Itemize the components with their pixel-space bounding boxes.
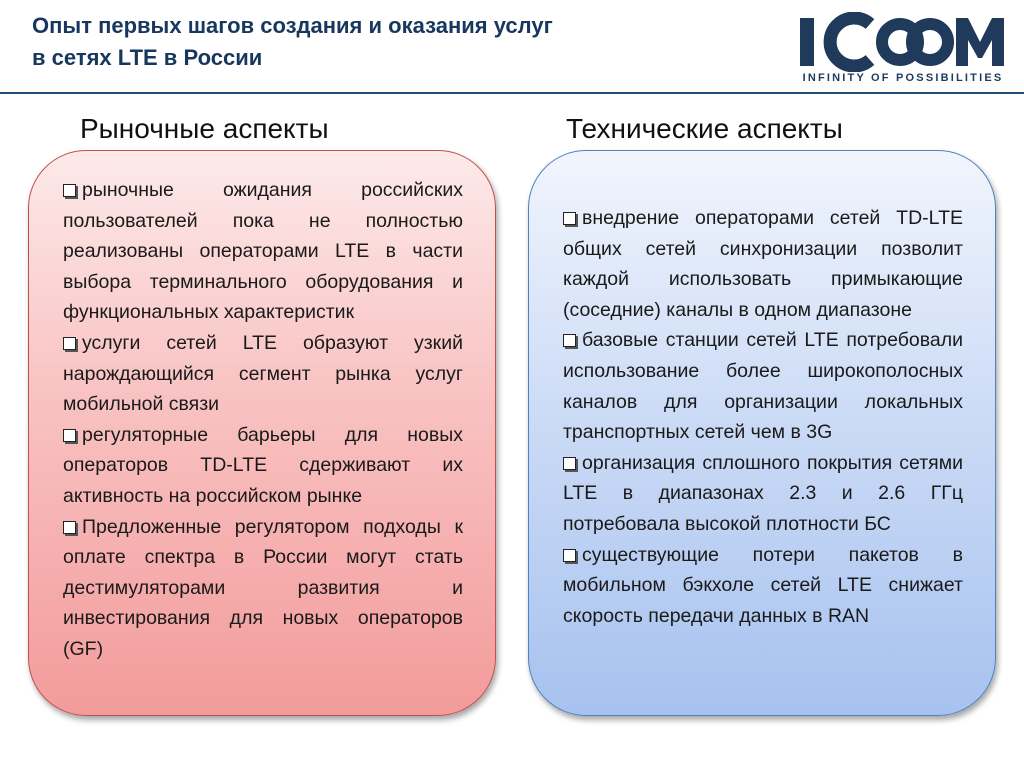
list-item-text: услуги сетей LTE образуют узкий нарождающийся сегмент рынка услуг мобильной связи [63,331,463,416]
list-item-text: внедрение операторами сетей TD-LTE общих сетей синхронизации позволит каждой использовать примыкающие (соседние) каналы в одном диапазоне [563,207,963,321]
list-item [563,325,963,447]
list-item [63,420,463,512]
header-divider [0,92,1024,94]
tech-aspects-list [563,203,963,631]
checkbox-square-icon [63,184,76,197]
list-item-text: существующие потери пакетов в мобильном бэкхоле сетей LTE снижает скорость передачи данных в RAN [563,543,963,627]
checkbox-square-icon [63,429,76,442]
checkbox-square-icon [63,521,76,534]
list-item [63,175,463,328]
slide-title-line1: Опыт первых шагов создания и оказания услуг [32,13,553,38]
logo-tagline: INFINITY OF POSSIBILITIES [802,72,1004,84]
icom-wordmark-icon [796,12,1010,72]
market-aspects-panel [28,150,496,716]
checkbox-square-icon [563,457,576,470]
slide-title-line2: в сетях LTE в России [32,45,263,70]
slide-title [32,10,752,74]
market-aspects-list [63,175,463,665]
checkbox-square-icon [563,212,576,225]
list-item-text: рыночные ожидания российских пользователей пока не полностью реализованы операторами LTE в части выбора терминального оборудования и функциональных характеристик [63,179,463,324]
checkbox-square-icon [63,337,76,350]
checkbox-square-icon [563,549,576,562]
market-heading: Рыночные аспекты [80,113,329,144]
list-item-text: Предложенные регулятором подходы к оплате спектра в России могут стать дестимуляторами развития и инвестирования для новых операторов (GF) [63,515,463,660]
list-item [563,448,963,540]
list-item-text: базовые станции сетей LTE потребовали использование более широкополосных каналов для организации локальных транспортных сетей чем в 3G [563,329,963,444]
list-item [63,328,463,420]
list-item-text: организация сплошного покрытия сетями LTE в диапазонах 2.3 и 2.6 ГГц потребовала высокой плотности БС [563,451,963,535]
list-item [63,512,463,665]
checkbox-square-icon [563,334,576,347]
icom-logo [796,12,1010,90]
list-item [563,540,963,632]
tech-aspects-panel [528,150,996,716]
list-item-text: регуляторные барьеры для новых операторов TD-LTE сдерживают их активность на российском рынке [63,423,463,507]
list-item [563,203,963,325]
tech-heading: Технические аспекты [566,113,843,144]
